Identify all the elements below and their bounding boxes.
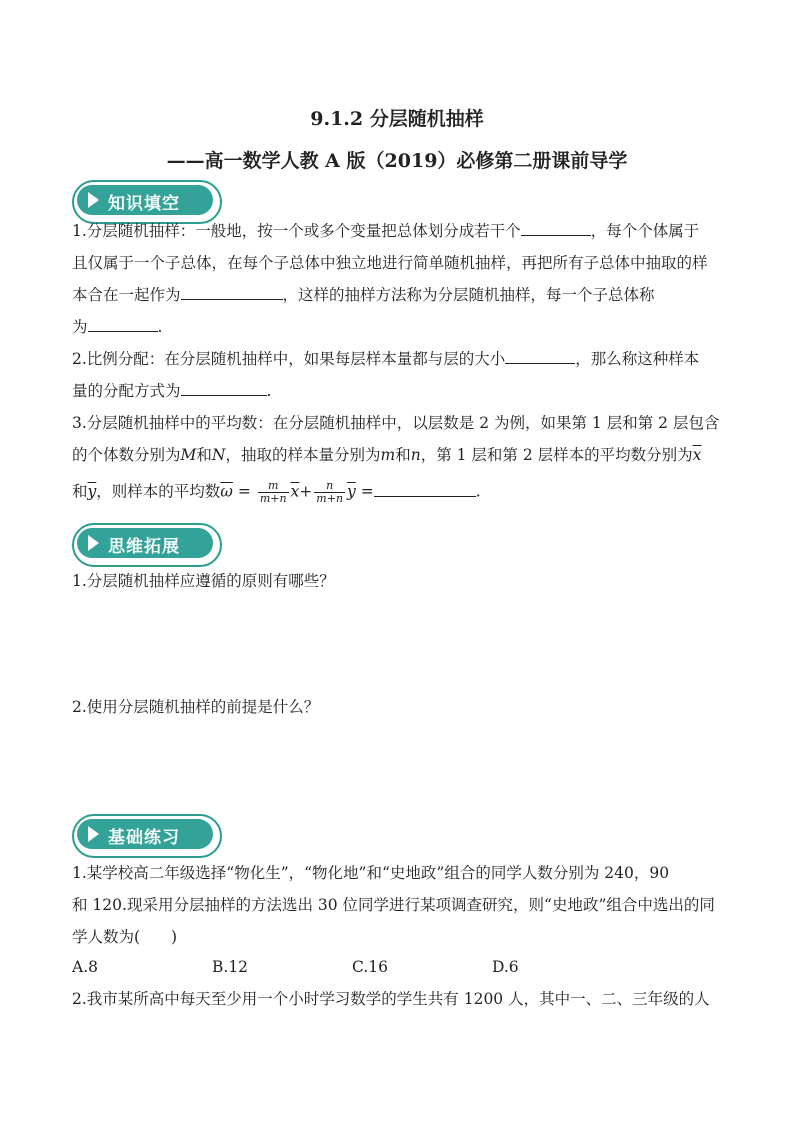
fill-blank — [521, 221, 591, 236]
page-subtitle: ——高一数学人教 A 版（2019）必修第二册课前导学 — [166, 150, 628, 172]
fraction: $\frac{n}{m+n}$ — [316, 479, 344, 505]
section-title-practice: 基础练习 — [108, 828, 180, 848]
section-title-knowledge: 知识填空 — [108, 194, 180, 214]
text-line: 1.某学校高二年级选择“物化生”，“物化地”和“史地政”组合的同学人数分别为 240，90 — [72, 864, 670, 882]
text-line: 为 . — [72, 318, 163, 336]
text-line: 的个体数分别为M和N，抽取的样本量分别为m和n，第 1 层和第 2 层样本的平均数分别为$\overline{x}$ — [72, 446, 702, 464]
option-a: A.8 — [72, 958, 98, 976]
page-title: 9.1.2 分层随机抽样 — [310, 108, 484, 130]
formula-line: 和$\overline{y}$，则样本的平均数$\overline{\omega}$ = $\frac{m}{m+n}$ $\overline{x}+$ $\frac{n}{m+n}$ $\overline{y}$ = . — [72, 479, 481, 505]
option-c: C.16 — [352, 958, 388, 976]
fill-blank — [181, 381, 267, 396]
text-line: 和 120.现采用分层抽样的方法选出 30 位同学进行某项调查研究，则“史地政”组合中选出的同 — [72, 896, 715, 914]
section-title-thinking: 思维拓展 — [108, 537, 180, 557]
fraction: $\frac{m}{m+n}$ — [259, 479, 287, 505]
option-d: D.6 — [492, 958, 519, 976]
play-arrow-icon — [88, 192, 99, 208]
text-line: 1.分层随机抽样：一般地，按一个或多个变量把总体划分成若干个 ，每个个体属于 — [72, 222, 700, 240]
text-line: 量的分配方式为 . — [72, 382, 272, 400]
question-text: 2.使用分层随机抽样的前提是什么？ — [72, 698, 320, 716]
text-line: 且仅属于一个子总体，在每个子总体中独立地进行简单随机抽样，再把所有子总体中抽取的样 — [72, 254, 708, 272]
play-arrow-icon — [88, 535, 99, 551]
text-line: 2.我市某所高中每天至少用一个小时学习数学的学生共有 1200 人，其中一、二、三年级的人 — [72, 990, 710, 1008]
fill-blank — [505, 349, 575, 364]
text-line: 3.分层随机抽样中的平均数：在分层随机抽样中，以层数是 2 为例，如果第 1 层和第 2 层包含 — [72, 414, 720, 432]
fill-blank — [181, 285, 283, 300]
fill-blank — [374, 482, 476, 497]
fill-blank — [88, 317, 158, 332]
answer-options — [72, 956, 724, 978]
play-arrow-icon — [88, 826, 99, 842]
text-line: 2.比例分配：在分层随机抽样中，如果每层样本量都与层的大小 ，那么称这种样本 — [72, 350, 700, 368]
question-text: 1.分层随机抽样应遵循的原则有哪些？ — [72, 572, 335, 590]
section-badge-practice — [72, 814, 222, 856]
section-badge-thinking — [72, 523, 222, 565]
section-badge-knowledge — [72, 180, 222, 222]
text-line: 本合在一起作为 ，这样的抽样方法称为分层随机抽样，每一个子总体称 — [72, 286, 655, 304]
text-line: 学人数为( ) — [72, 928, 178, 946]
option-b: B.12 — [212, 958, 249, 976]
